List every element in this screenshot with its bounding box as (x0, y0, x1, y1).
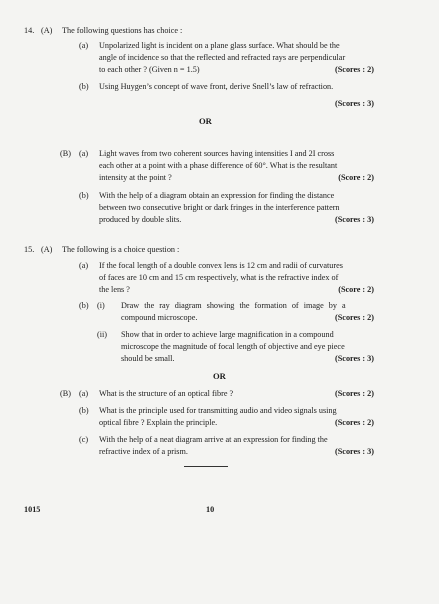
q15-a-intro: The following is a choice question : (62, 245, 180, 254)
q14-b-b-line3: produced by double slits. (99, 215, 182, 224)
q14-b-b-tag: (b) (79, 191, 89, 200)
q15-b-c-tag: (c) (79, 435, 89, 444)
paper-code: 1015 (24, 505, 41, 514)
q15-b-b-tag: (b) (79, 406, 89, 415)
q14-a-a-line1: Unpolarized light is incident on a plane glass surface. What should be the (99, 41, 340, 50)
q14-a-intro: The following questions has choice : (62, 26, 183, 35)
q14-or: OR (199, 116, 212, 126)
q15-b-b-line2: optical fibre ? Explain the principle. (99, 418, 218, 427)
q15-b-tag: (B) (60, 389, 71, 398)
q14-b-b-line1: With the help of a diagram obtain an expression for finding the distance (99, 191, 335, 200)
q15-number: 15. (24, 245, 35, 254)
q15-b-b-score: (Scores : 2) (335, 418, 374, 427)
q15-a-a-line1: If the focal length of a double convex lens is 12 cm and radii of curvatures (99, 261, 343, 270)
q15-a-b-i-line1: Draw the ray diagram showing the formation of image by a (121, 301, 346, 310)
q15-a-b-i-score: (Scores : 2) (335, 313, 374, 322)
q15-a-a-line3: the lens ? (99, 285, 130, 294)
q14-a-a-tag: (a) (79, 41, 89, 50)
q14-b-a-line2: each other at a point with a phase difference of 60°. What is the resultant (99, 161, 338, 170)
q14-a-a-line3: to each other ? (Given n = 1.5) (99, 65, 200, 74)
q15-b-c-line2: refractive index of a prism. (99, 447, 188, 456)
q15-a-b-tag: (b) (79, 301, 89, 310)
q14-a-a-score: (Scores : 2) (335, 65, 374, 74)
q14-a-b-line1: Using Huygen’s concept of wave front, derive Snell’s law of refraction. (99, 82, 334, 91)
q15-a-a-score: (Score : 2) (338, 285, 374, 294)
q14-number: 14. (24, 26, 35, 35)
q15-a-b-i-line2: compound microscope. (121, 313, 198, 322)
q15-a-b-ii-score: (Scores : 3) (335, 354, 374, 363)
q15-or: OR (213, 371, 226, 381)
q14-b-b-line2: between two consecutive bright or dark fringes in the interference pattern (99, 203, 340, 212)
q15-a-a-line2: of faces are 10 cm and 15 cm respectively, what is the refractive index of (99, 273, 339, 282)
q15-b-b-line1: What is the principle used for transmitting audio and video signals using (99, 406, 337, 415)
q14-a-b-score: (Scores : 3) (335, 99, 374, 108)
q14-b-a-line1: Light waves from two coherent sources having intensities I and 2I cross (99, 149, 335, 158)
q15-b-c-score: (Scores : 3) (335, 447, 374, 456)
end-rule (184, 466, 228, 467)
q14-b-tag: (B) (60, 149, 71, 158)
q14-b-a-tag: (a) (79, 149, 89, 158)
q15-a-b-ii-line2: microscope the magnitude of focal length of objective and eye piece (121, 342, 345, 351)
q15-a-tag: (A) (41, 245, 53, 254)
q14-a-tag: (A) (41, 26, 53, 35)
q14-b-a-line3: intensity at the point ? (99, 173, 172, 182)
q15-a-b-i-tag: (i) (97, 301, 105, 310)
q15-a-b-ii-line3: should be small. (121, 354, 175, 363)
q15-a-b-ii-tag: (ii) (97, 330, 108, 339)
q14-b-b-score: (Scores : 3) (335, 215, 374, 224)
q14-a-a-line2: angle of incidence so that the reflected and refracted rays are perpendicular (99, 53, 346, 62)
q14-b-a-score: (Score : 2) (338, 173, 374, 182)
q15-a-b-ii-line1: Show that in order to achieve large magnification in a compound (121, 330, 334, 339)
q15-a-a-tag: (a) (79, 261, 89, 270)
q15-b-a-score: (Scores : 2) (335, 389, 374, 398)
q15-b-a-tag: (a) (79, 389, 89, 398)
q15-b-c-line1: With the help of a neat diagram arrive at an expression for finding the (99, 435, 328, 444)
q14-a-b-tag: (b) (79, 82, 89, 91)
page-number: 10 (206, 505, 215, 514)
q15-b-a-line1: What is the structure of an optical fibre ? (99, 389, 234, 398)
